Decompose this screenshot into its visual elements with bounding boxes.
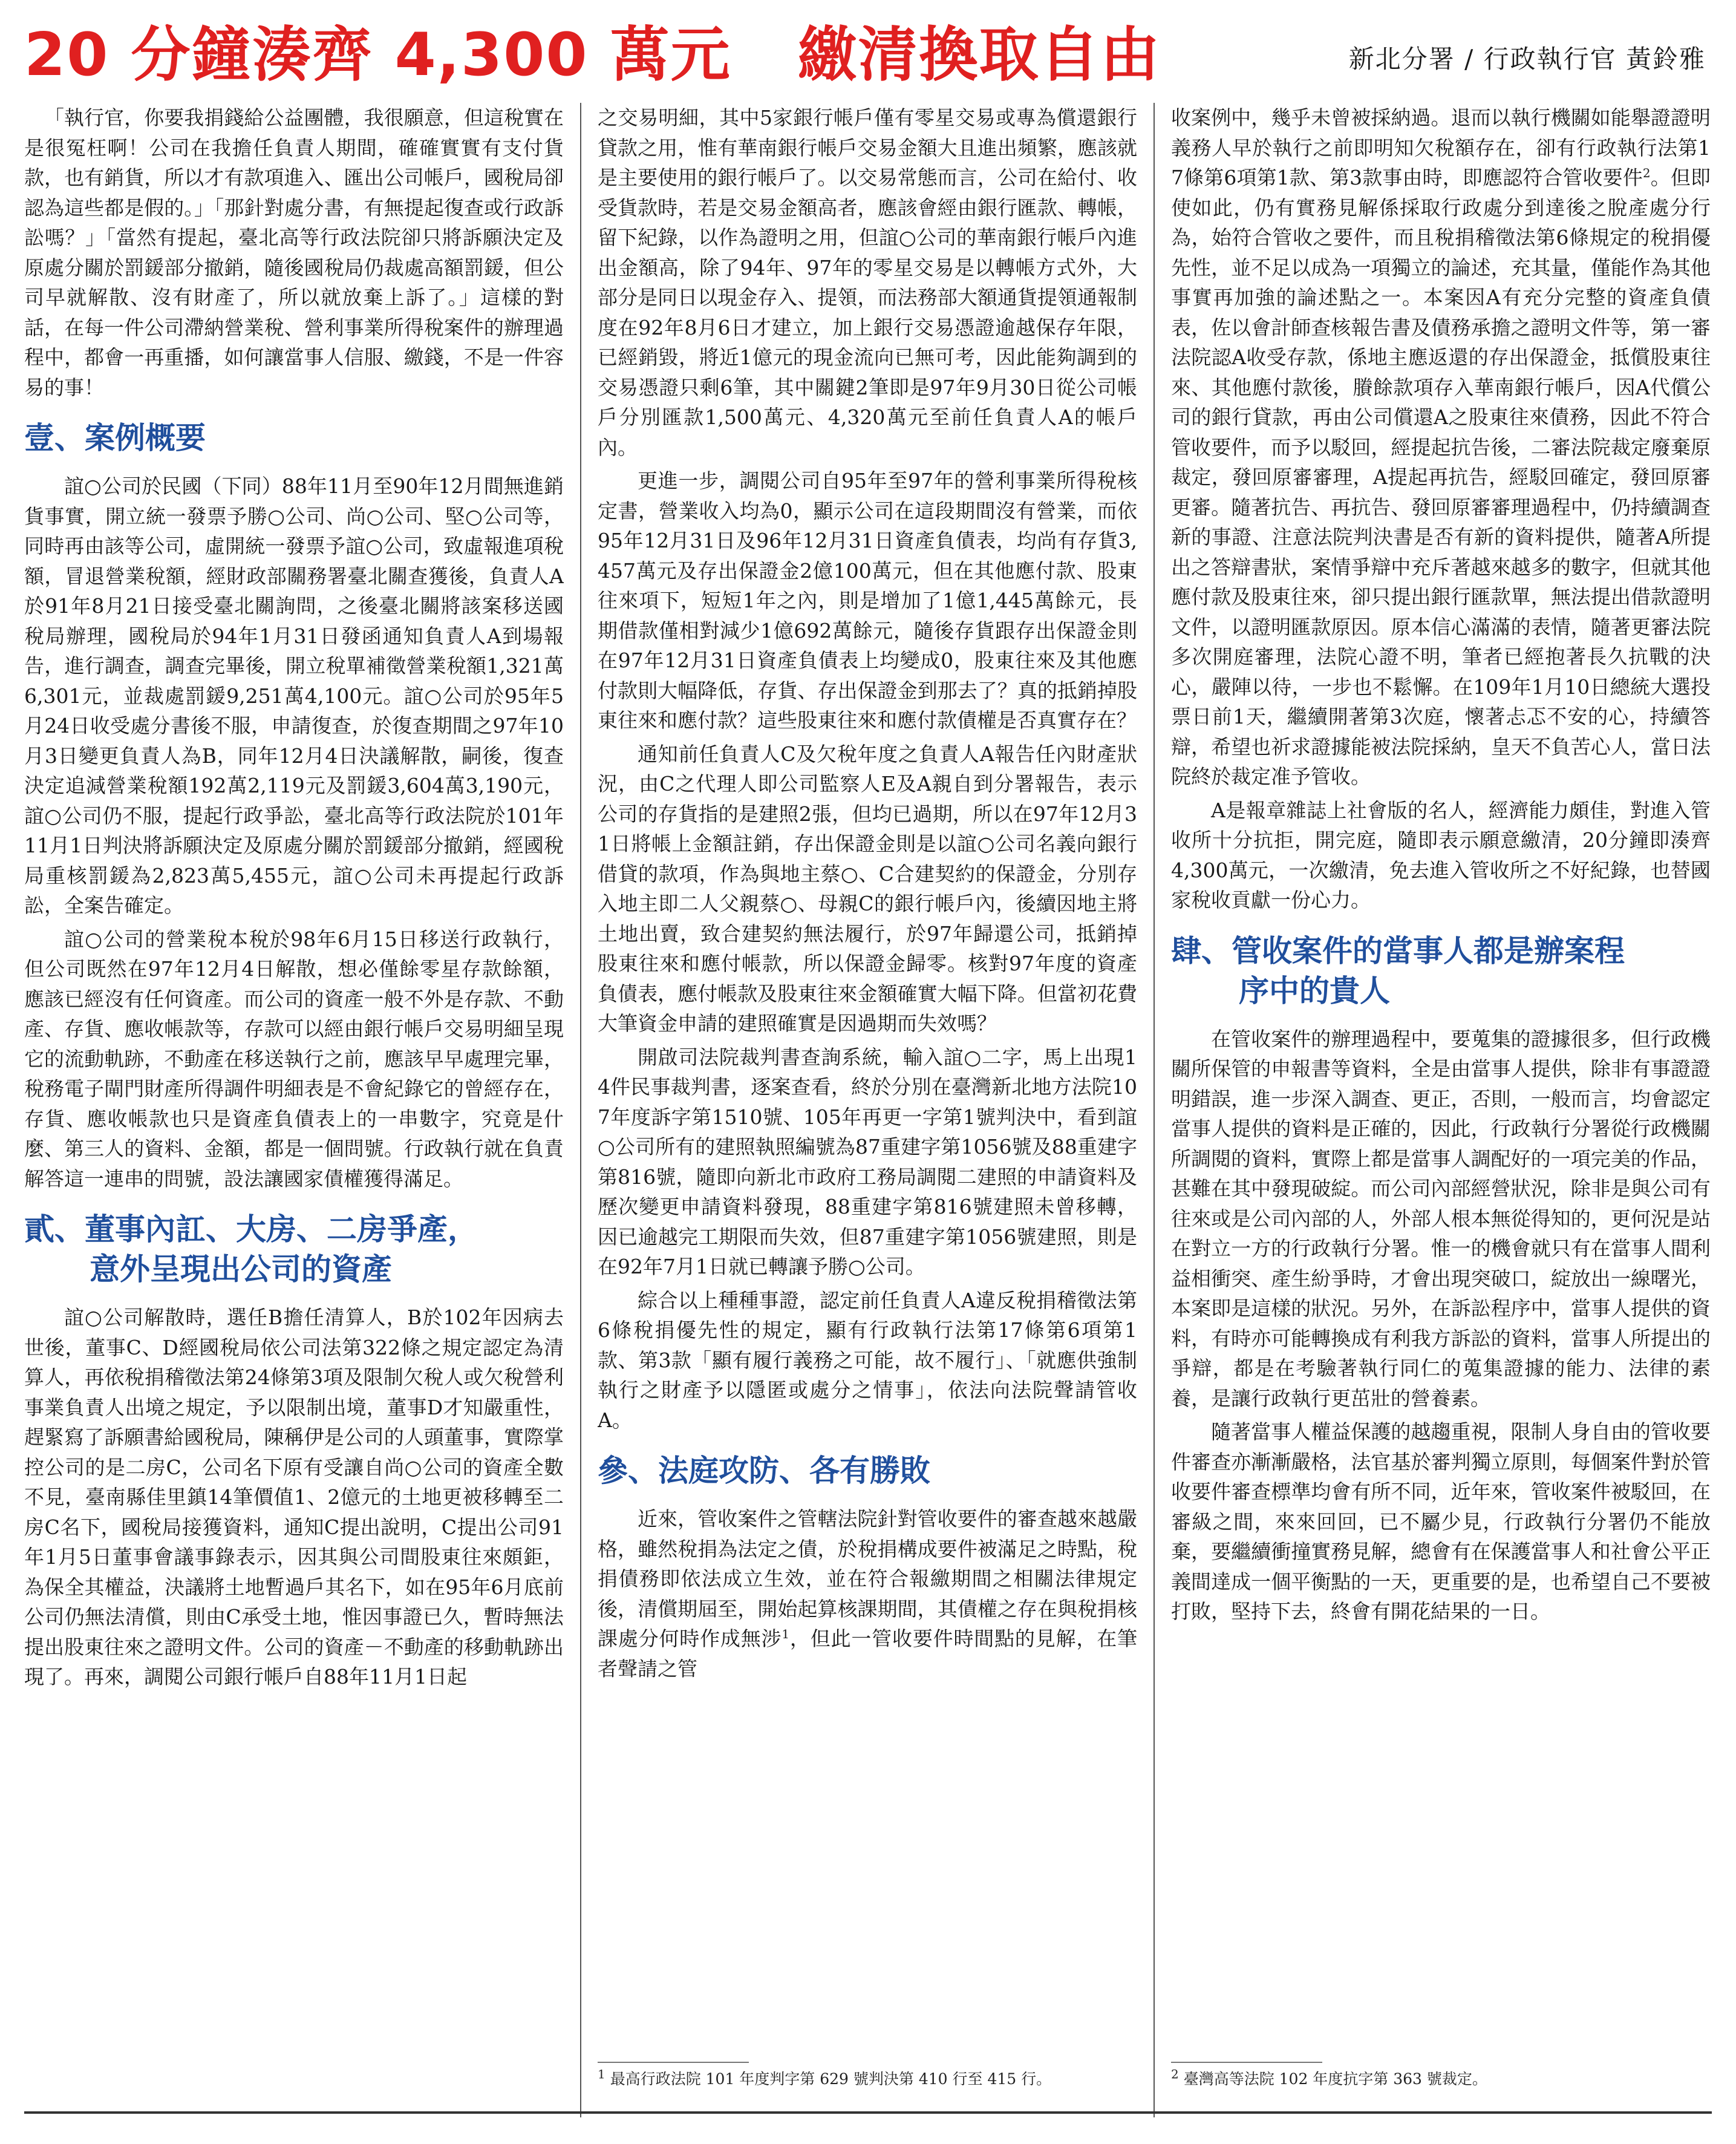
section-heading-2 bbox=[24, 1209, 564, 1289]
column-divider bbox=[580, 103, 581, 2117]
headline-part1: 20 分鐘湊齊 4,300 萬元 bbox=[24, 21, 731, 90]
bottom-rule bbox=[24, 2111, 1712, 2114]
heading-line: 序中的貴人 bbox=[1239, 973, 1390, 1008]
heading-line: 意外呈現出公司的資產 bbox=[90, 1252, 392, 1287]
paragraph: 誼○公司於民國（下同）88年11月至90年12月間無進銷貨事實，開立統一發票予勝○公司、尚○公司、堅○公司等，同時再由該等公司，虛開統一發票予誼○公司，致虛報進項稅額，冒退營業稅額，經財政部關務署臺北關查獲後，負責人A於91年8月21日接受臺北關詢問，之後臺北關將該案移送國稅局辦理，國稅局於94年1月31日發函通知負責人A到場報告，進行調查，調查完畢後，開立稅單補徵營業稅額1,321萬6,301元，並裁處罰鍰9,251萬4,100元。誼○公司於95年5月24日收受處分書後不服，申請復查，於復查期間之97年10月3日變更負責人為B，同年12月4日決議解散，嗣後，復查決定追減營業稅額192萬2,119元及罰鍰3,604萬3,190元，誼○公司仍不服，提起行政爭訟，臺北高等行政法院於101年11月1日判決將訴願決定及原處分關於罰鍰部分撤銷，經國稅局重核罰鍰為2,823萬5,455元，誼○公司未再提起行政訴訟，全案告確定。 bbox=[24, 474, 564, 917]
heading-line: 肆、管收案件的當事人都是辦案程 bbox=[1171, 933, 1625, 969]
column-2 bbox=[598, 103, 1137, 2045]
footnote-divider bbox=[598, 2062, 749, 2063]
paragraph: 之交易明細，其中5家銀行帳戶僅有零星交易或專為償還銀行貸款之用，惟有華南銀行帳戶交易金額大且進出頻繁，應該就是主要使用的銀行帳戶了。以交易常態而言，公司在給付、收受貨款時，若是交易金額高者，應該會經由銀行匯款、轉帳，留下紀錄，以作為證明之用，但誼○公司的華南銀行帳戶內進出金額高，除了94年、97年的零星交易是以轉帳方式外，大部分是同日以現金存入、提領，而法務部大額通貨提領通報制度在92年8月6日才建立，加上銀行交易憑證逾越保存年限，已經銷毀，將近1億元的現金流向已無可考，因此能夠調到的交易憑證只剩6筆，其中關鍵2筆即是97年9月30日從公司帳戶分別匯款1,500萬元、4,320萬元至前任負責人A的帳戶內。 bbox=[598, 106, 1137, 459]
column-1 bbox=[24, 103, 564, 2045]
column-divider bbox=[1154, 103, 1155, 2117]
footnote-number: 2 bbox=[1171, 2067, 1179, 2082]
article-header bbox=[24, 12, 1712, 103]
paragraph: 通知前任負責人C及欠稅年度之負責人A報告任內財產狀況，由C之代理人即公司監察人E及A親自到分署報告，表示公司的存貨指的是建照2張，但均已過期，所以在97年12月31日將帳上金額註銷，存出保證金則是以誼○公司名義向銀行借貸的款項，作為與地主蔡○、C合建契約的保證金，分別存入地主即二人父親蔡○、母親C的銀行帳戶內，後續因地主將土地出賣，致合建契約無法履行，於97年歸還公司，抵銷掉股東往來和應付帳款，所以保證金歸零。核對97年度的資產負債表，應付帳款及股東往來金額確實大幅下降。但當初花費大筆資金申請的建照確實是因過期而失效嗎？ bbox=[598, 742, 1137, 1035]
footnote-ref[interactable]: 2 bbox=[1642, 166, 1651, 180]
section-heading-3: 參、法庭攻防、各有勝敗 bbox=[598, 1453, 930, 1488]
section-heading-4 bbox=[1171, 931, 1711, 1011]
footnote-divider bbox=[1171, 2062, 1322, 2063]
paragraph: 誼○公司的營業稅本稅於98年6月15日移送行政執行，但公司既然在97年12月4日解散，想必僅餘零星存款餘額，應該已經沒有任何資產。而公司的資產一般不外是存款、不動產、存貨、應收帳款等，存款可以經由銀行帳戶交易明細呈現它的流動軌跡，不動產在移送執行之前，應該早早處理完畢，稅務電子閘門財產所得調件明細表是不會紀錄它的曾經存在，存貨、應收帳款也只是資產負債表上的一串數字，究竟是什麼、第三人的資料、金額，都是一個問號。行政執行就在負責解答這一連串的問號，設法讓國家債權獲得滿足。 bbox=[24, 927, 564, 1191]
footnote-number: 1 bbox=[598, 2067, 605, 2082]
paragraph-text: 。但即使如此，仍有實務見解係採取行政處分到達後之脫產處分行為，始符合管收之要件，而且稅捐稽徵法第6條規定的稅捐優先性，並不足以成為一項獨立的論述，充其量，僅能作為其他事實再加強的論述點之一。本案因A有充分完整的資產負債表，佐以會計師查核報告書及債務承擔之證明文件等，第一審法院認A收受存款，係地主應返還的存出保證金，抵償股東往來、其他應付款後，賸餘款項存入華南銀行帳戶，因A代償公司的銀行貸款，再由公司償還A之股東往來債務，因此不符合管收要件，而予以駁回，經提起抗告後，二審法院裁定廢棄原裁定，發回原審審理，A提起再抗告，經駁回確定，發回原審更審。隨著抗告、再抗告、發回原審審理過程中，仍持續調查新的事證、注意法院判決書是否有新的資料提供，隨著A所提出之答辯書狀，案情爭辯中充斥著越來越多的數字，但就其他應付款及股東往來，卻只提出銀行匯款單，無法提出借款證明文件，以證明匯款原因。原本信心滿滿的表情，隨著更審法院多次開庭審理，法院心證不明，筆者已經抱著長久抗戰的決心，嚴陣以待，一步也不鬆懈。在109年1月10日總統大選投票日前1天，繼續開著第3次庭，懷著忐忑不安的心，持續答辯，希望也祈求證據能被法院採納，皇天不負苦心人，當日法院終於裁定准予管收。 bbox=[1171, 166, 1711, 788]
article-page bbox=[24, 12, 1712, 2129]
paragraph: 誼○公司解散時，選任B擔任清算人，B於102年因病去世後，董事C、D經國稅局依公司法第322條之規定認定為清算人，再依稅捐稽徵法第24條第3項及限制欠稅人或欠稅營利事業負責人出境之規定，予以限制出境，董事D才知嚴重性，趕緊寫了訴願書給國稅局，陳稱伊是公司的人頭董事，實際掌控公司的是二房C，公司名下原有受讓自尚○公司的資產全數不見，臺南縣佳里鎮14筆價值1、2億元的土地更被移轉至二房C名下，國稅局接獲資料，通知C提出說明，C提出公司91年1月5日董事會議事錄表示，因其與公司間股東往來頗鉅，為保全其權益，決議將土地暫過戶其名下，如在95年6月底前公司仍無法清償，則由C承受土地，惟因事證已久，暫時無法提出股東往來之證明文件。公司的資產－不動產的移動軌跡出現了。再來，調閱公司銀行帳戶自88年11月1日起 bbox=[24, 1306, 564, 1688]
paragraph: 開啟司法院裁判書查詢系統，輸入誼○二字，馬上出現14件民事裁判書，逐案查看，終於分別在臺灣新北地方法院107年度訴字第1510號、105年再更一字第1號判決中，看到誼○公司所有的建照執照編號為87重建字第1056號及88重建字第816號，隨即向新北市政府工務局調閱二建照的申請資料及歷次變更申請資料發現，88重建字第816號建照未曾移轉，因已逾越完工期限而失效，但87重建字第1056號建照，則是在92年7月1日就已轉讓予勝○公司。 bbox=[598, 1045, 1137, 1278]
intro-paragraph: 「執行官，你要我捐錢給公益團體，我很願意，但這稅實在是很冤枉啊！公司在我擔任負責人期間，確確實實有支付貨款，也有銷貨，所以才有款項進入、匯出公司帳戶，國稅局卻認為這些都是假的。」「那針對處分書，有無提起復查或行政訴訟嗎？」「當然有提起，臺北高等行政法院卻只將訴願決定及原處分關於罰鍰部分撤銷，隨後國稅局仍裁處高額罰鍰，但公司早就解散、沒有財產了，所以就放棄上訴了。」這樣的對話，在每一件公司滯納營業稅、營利事業所得稅案件的辦理過程中，都會一再重播，如何讓當事人信服、繳錢，不是一件容易的事！ bbox=[24, 106, 564, 399]
paragraph: 更進一步，調閱公司自95年至97年的營利事業所得稅核定書，營業收入均為0，顯示公司在這段期間沒有營業，而依95年12月31日及96年12月31日資產負債表，均尚有存貨3,457萬元及存出保證金2億100萬元，但在其他應付款、股東往來項下，短短1年之內，則是增加了1億1,445萬餘元，長期借款僅相對減少1億692萬餘元，隨後存貨跟存出保證金則在97年12月31日資產負債表上均變成0，股東往來及其他應付款則大幅降低，存貨、存出保證金到那去了？真的抵銷掉股東往來和應付款？這些股東往來和應付款債權是否真實存在？ bbox=[598, 469, 1137, 732]
footnote-2 bbox=[1171, 2069, 1487, 2090]
footnote-text: 臺灣高等法院 102 年度抗字第 363 號裁定。 bbox=[1183, 2070, 1487, 2088]
headline bbox=[24, 16, 1161, 94]
byline: 新北分署 / 行政執行官 黃鈴雅 bbox=[1348, 44, 1706, 74]
paragraph-text: 收案例中，幾乎未曾被採納過。退而以執行機關如能舉證證明義務人早於執行之前即明知欠稅額存在，卻有行政執行法第17條第6項第1款、第3款事由時，即應認符合管收要件 bbox=[1171, 106, 1711, 189]
paragraph bbox=[598, 1504, 1137, 1684]
paragraph: A是報章雜誌上社會版的名人，經濟能力頗佳，對進入管收所十分抗拒，開完庭，隨即表示願意繳清，20分鐘即湊齊4,300萬元，一次繳清，免去進入管收所之不好紀錄，也替國家稅收貢獻一份心力。 bbox=[1171, 798, 1711, 912]
paragraph-text: 近來，管收案件之管轄法院針對管收要件的審查越來越嚴格，雖然稅捐為法定之債，於稅捐構成要件被滿足之時點，稅捐債務即依法成立生效，並在符合報繳期間之相關法律規定後，清償期屆至，開始起算核課期間，其債權之存在與稅捐核課處分何時作成無涉 bbox=[598, 1507, 1137, 1650]
footnote-ref[interactable]: 1 bbox=[782, 1627, 790, 1641]
heading-line: 貳、董事內訌、大房、二房爭產， bbox=[24, 1212, 478, 1247]
paragraph-text: ，但此一管收要件時間點的見解，在筆者聲請之管 bbox=[598, 1627, 1137, 1681]
paragraph: 綜合以上種種事證，認定前任負責人A違反稅捐稽徵法第6條稅捐優先性的規定，顯有行政執行法第17條第6項第1款、第3款「顯有履行義務之可能，故不履行」、「就應供強制執行之財產予以隱匿或處分之情事」，依法向法院聲請管收A。 bbox=[598, 1288, 1137, 1432]
footnote-1 bbox=[598, 2069, 1051, 2090]
section-heading-1: 壹、案例概要 bbox=[24, 420, 206, 456]
paragraph: 隨著當事人權益保護的越趨重視，限制人身自由的管收要件審查亦漸漸嚴格，法官基於審判獨立原則，每個案件對於管收要件審查標準均會有所不同，近年來，管收案件被駁回，在審級之間，來來回回，已不屬少見，行政執行分署仍不能放棄，要繼續衝撞實務見解，總會有在保護當事人和社會公平正義間達成一個平衡點的一天，更重要的是，也希望自己不要被打敗，堅持下去，終會有開花結果的一日。 bbox=[1171, 1420, 1711, 1623]
footnote-text: 最高行政法院 101 年度判字第 629 號判決第 410 行至 415 行。 bbox=[610, 2070, 1052, 2088]
headline-part2: 繳清換取自由 bbox=[797, 21, 1161, 90]
column-3 bbox=[1171, 103, 1711, 2045]
paragraph: 在管收案件的辦理過程中，要蒐集的證據很多，但行政機關所保管的申報書等資料，全是由當事人提供，除非有事證證明錯誤，進一步深入調查、更正，否則，一般而言，均會認定當事人提供的資料是正確的，因此，行政執行分署從行政機關所調閱的資料，實際上都是當事人調配好的一項完美的作品，甚難在其中發現破綻。而公司內部經營狀況，除非是與公司有往來或是公司內部的人，外部人根本無從得知的，更何況是站在對立一方的行政執行分署。惟一的機會就只有在當事人間利益相衝突、產生紛爭時，才會出現突破口，綻放出一線曙光，本案即是這樣的狀況。另外，在訴訟程序中，當事人提供的資料，有時亦可能轉換成有利我方訴訟的資料，當事人所提出的爭辯，都是在考驗著執行同仁的蒐集證據的能力、法律的素養，是讓行政執行更茁壯的營養素。 bbox=[1171, 1027, 1711, 1410]
paragraph bbox=[1171, 103, 1711, 792]
